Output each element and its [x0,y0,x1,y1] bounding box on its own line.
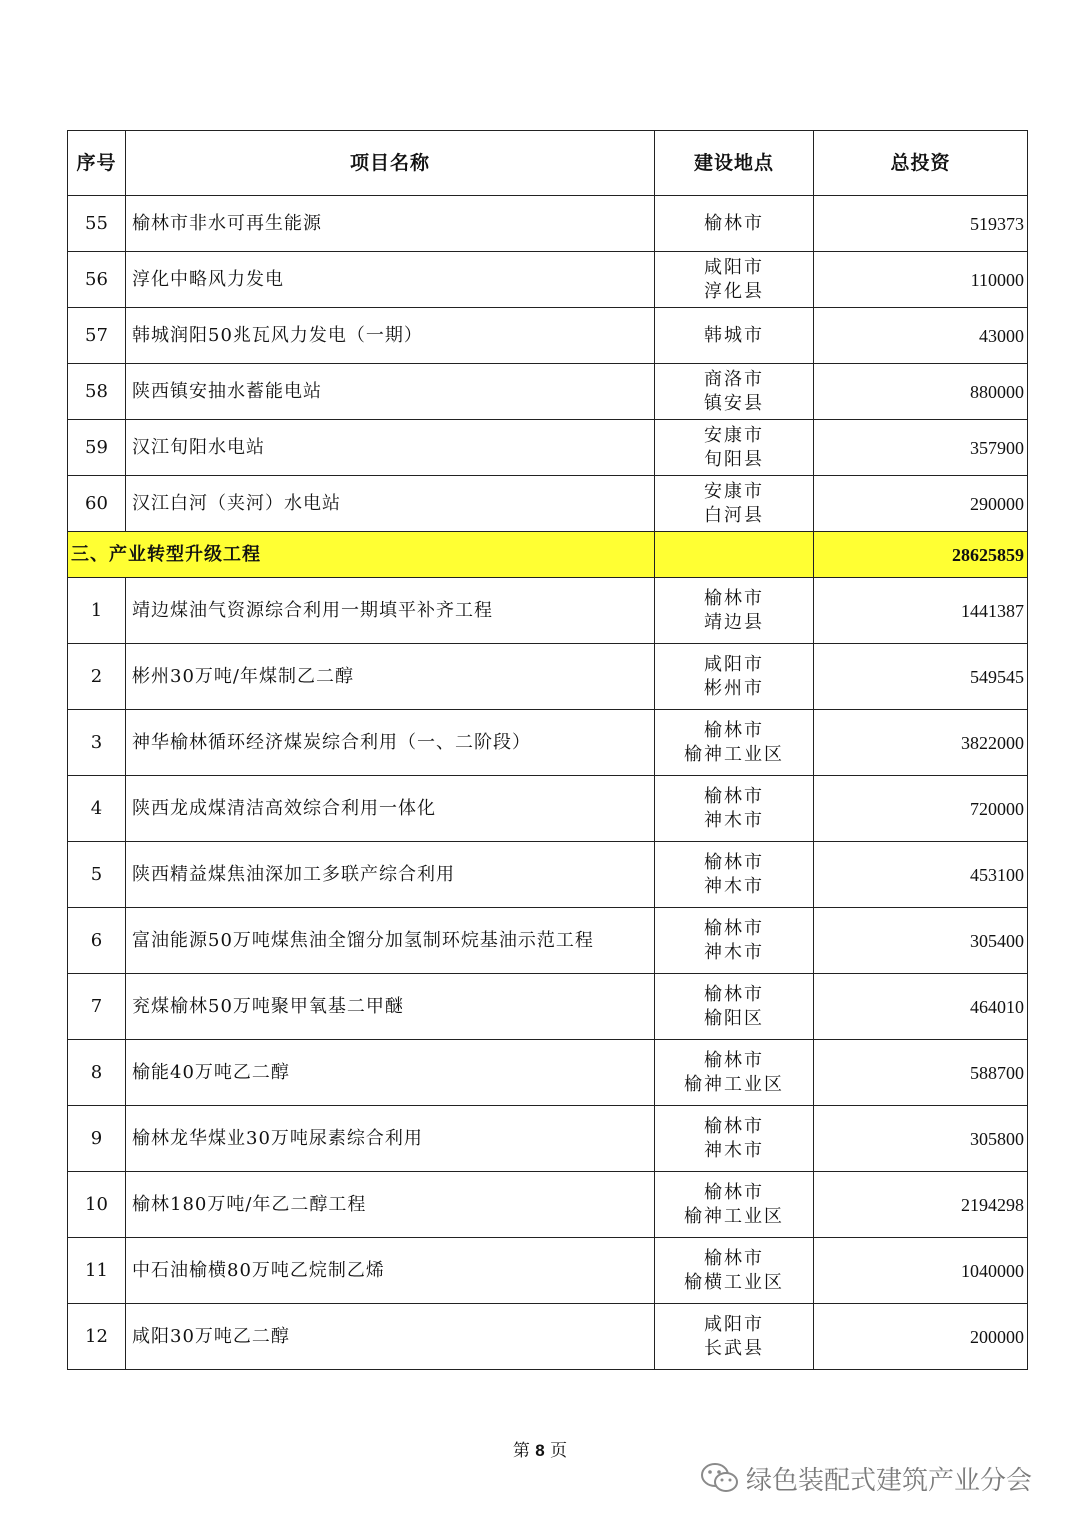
project-name: 咸阳30万吨乙二醇 [126,1304,655,1370]
total-investment: 464010 [814,974,1028,1040]
watermark [700,1458,1032,1498]
location-line: 榆神工业区 [684,1205,784,1227]
table-row [68,1172,1028,1238]
row-number: 9 [68,1106,126,1172]
row-number: 59 [68,420,126,476]
header-investment: 总投资 [814,131,1028,196]
table-row [68,644,1028,710]
table-row [68,842,1028,908]
table-row [68,974,1028,1040]
project-location [655,842,814,908]
project-location [655,196,814,252]
location-line: 镇安县 [704,392,764,414]
project-name: 陕西龙成煤清洁高效综合利用一体化 [126,776,655,842]
location-line: 榆横工业区 [684,1271,784,1293]
section-total: 28625859 [814,532,1028,578]
location-line: 榆林市 [704,719,764,741]
total-investment: 720000 [814,776,1028,842]
project-location [655,420,814,476]
total-investment: 549545 [814,644,1028,710]
project-location [655,252,814,308]
row-number: 4 [68,776,126,842]
location-line: 神木市 [704,1139,764,1161]
table-row [68,578,1028,644]
table-row [68,710,1028,776]
project-name: 汉江白河（夹河）水电站 [126,476,655,532]
project-name: 榆能40万吨乙二醇 [126,1040,655,1106]
section-label: 三、产业转型升级工程 [68,532,655,578]
row-number: 57 [68,308,126,364]
project-location [655,578,814,644]
location-line: 咸阳市 [704,256,764,278]
location-line: 榆阳区 [704,1007,764,1029]
header-no: 序号 [68,131,126,196]
row-number: 1 [68,578,126,644]
total-investment: 43000 [814,308,1028,364]
project-name: 陕西精益煤焦油深加工多联产综合利用 [126,842,655,908]
project-location [655,308,814,364]
row-number: 55 [68,196,126,252]
row-number: 10 [68,1172,126,1238]
row-number: 12 [68,1304,126,1370]
project-name: 淳化中略风力发电 [126,252,655,308]
row-number: 7 [68,974,126,1040]
table-row [68,196,1028,252]
row-number: 8 [68,1040,126,1106]
total-investment: 453100 [814,842,1028,908]
total-investment: 880000 [814,364,1028,420]
project-location [655,644,814,710]
location-line: 白河县 [704,504,764,526]
watermark-text: 绿色装配式建筑产业分会 [746,1465,1033,1496]
table-row [68,1304,1028,1370]
row-number: 11 [68,1238,126,1304]
project-name: 韩城润阳50兆瓦风力发电（一期） [126,308,655,364]
total-investment: 1040000 [814,1238,1028,1304]
table-row [68,252,1028,308]
location-line: 榆林市 [704,1115,764,1137]
project-location [655,908,814,974]
section-location-empty [655,532,814,578]
location-line: 榆林市 [704,1049,764,1071]
location-line: 神木市 [704,941,764,963]
project-name: 榆林市非水可再生能源 [126,196,655,252]
project-location [655,476,814,532]
header-row [68,131,1028,196]
table-row [68,420,1028,476]
location-line: 榆林市 [704,851,764,873]
project-name: 兖煤榆林50万吨聚甲氧基二甲醚 [126,974,655,1040]
location-line: 旬阳县 [704,448,764,470]
total-investment: 3822000 [814,710,1028,776]
project-name: 靖边煤油气资源综合利用一期填平补齐工程 [126,578,655,644]
project-name: 榆林180万吨/年乙二醇工程 [126,1172,655,1238]
location-line: 榆林市 [704,785,764,807]
project-location [655,364,814,420]
investment-table [67,130,1028,1370]
table-row [68,776,1028,842]
location-line: 靖边县 [704,611,764,633]
page-number: 8 [535,1441,545,1460]
total-investment: 305400 [814,908,1028,974]
location-line: 安康市 [704,424,764,446]
row-number: 6 [68,908,126,974]
project-name: 中石油榆横80万吨乙烷制乙烯 [126,1238,655,1304]
location-line: 榆林市 [704,1247,764,1269]
table-row [68,908,1028,974]
project-location [655,710,814,776]
location-line: 商洛市 [704,368,764,390]
row-number: 3 [68,710,126,776]
location-line: 榆林市 [704,917,764,939]
total-investment: 200000 [814,1304,1028,1370]
row-number: 5 [68,842,126,908]
location-line: 安康市 [704,480,764,502]
table-row [68,1106,1028,1172]
table-row [68,364,1028,420]
project-location [655,1238,814,1304]
location-line: 榆林市 [704,212,764,234]
project-name: 彬州30万吨/年煤制乙二醇 [126,644,655,710]
table-row [68,1040,1028,1106]
header-location: 建设地点 [655,131,814,196]
total-investment: 290000 [814,476,1028,532]
total-investment: 1441387 [814,578,1028,644]
project-name: 汉江旬阳水电站 [126,420,655,476]
location-line: 彬州市 [704,677,764,699]
wechat-icon [700,1461,740,1495]
row-number: 2 [68,644,126,710]
total-investment: 357900 [814,420,1028,476]
location-line: 神木市 [704,875,764,897]
header-name: 项目名称 [126,131,655,196]
location-line: 咸阳市 [704,1313,764,1335]
section-row [68,532,1028,578]
location-line: 咸阳市 [704,653,764,675]
total-investment: 110000 [814,252,1028,308]
project-name: 陕西镇安抽水蓄能电站 [126,364,655,420]
table-body [68,196,1028,1370]
total-investment: 588700 [814,1040,1028,1106]
project-location [655,1106,814,1172]
footer-suffix: 页 [550,1441,568,1461]
location-line: 韩城市 [704,324,764,346]
total-investment: 2194298 [814,1172,1028,1238]
total-investment: 519373 [814,196,1028,252]
location-line: 长武县 [704,1337,764,1359]
project-name: 富油能源50万吨煤焦油全馏分加氢制环烷基油示范工程 [126,908,655,974]
project-location [655,1040,814,1106]
location-line: 榆神工业区 [684,743,784,765]
row-number: 60 [68,476,126,532]
footer-prefix: 第 [512,1441,530,1461]
project-location [655,1172,814,1238]
project-location [655,1304,814,1370]
location-line: 榆林市 [704,983,764,1005]
location-line: 神木市 [704,809,764,831]
total-investment: 305800 [814,1106,1028,1172]
table-row [68,308,1028,364]
row-number: 56 [68,252,126,308]
location-line: 榆神工业区 [684,1073,784,1095]
project-name: 神华榆林循环经济煤炭综合利用（一、二阶段） [126,710,655,776]
location-line: 淳化县 [704,280,764,302]
project-location [655,974,814,1040]
project-name: 榆林龙华煤业30万吨尿素综合利用 [126,1106,655,1172]
location-line: 榆林市 [704,1181,764,1203]
table-row [68,1238,1028,1304]
location-line: 榆林市 [704,587,764,609]
table-row [68,476,1028,532]
project-location [655,776,814,842]
row-number: 58 [68,364,126,420]
